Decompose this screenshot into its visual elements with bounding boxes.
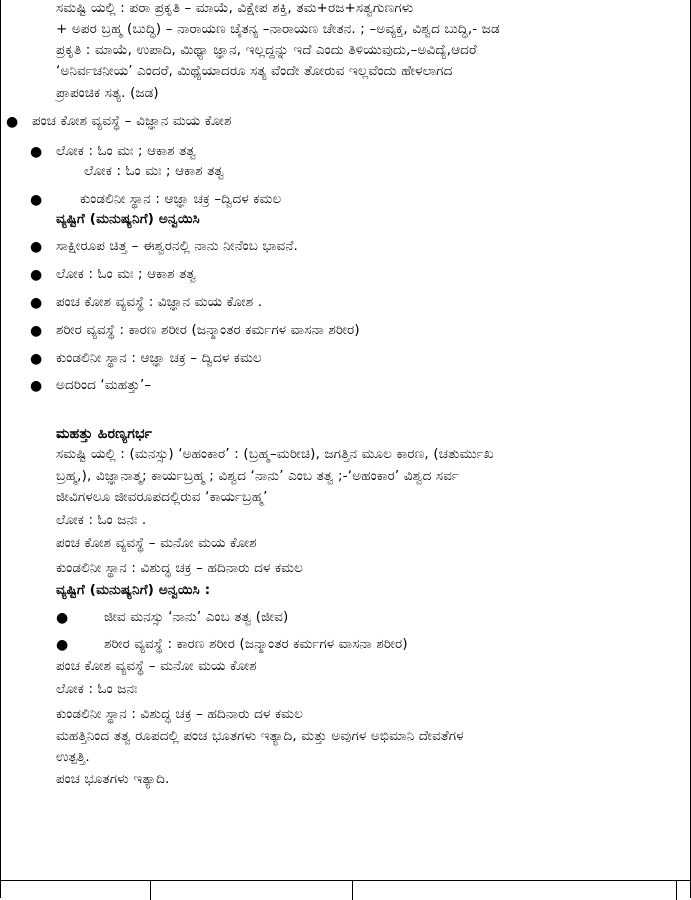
bullet-icon: ●: [30, 239, 43, 255]
bullet-icon: ●: [30, 323, 43, 339]
bullet-icon: ●: [56, 610, 69, 626]
text-line-loka-repeat: ಲೋಕ : ಓಂ ಮಃ ; ಆಕಾಶ ತತ್ವ: [84, 164, 225, 179]
bullet-icon: ●: [30, 192, 43, 208]
text-line-pancha-kosha-3: ಪಂಚ ಕೋಶ ವ್ಯವಸ್ಥೆ – ಮನೋ ಮಯ ಕೋಶ: [56, 659, 257, 674]
list-item-kundalini-ajna: ಕುಂಡಲಿನೀ ಸ್ಥಾನ : ಆಜ್ಞಾ ಚಕ್ರ –ದ್ವಿದಳ ಕಮಲ: [80, 192, 282, 207]
text-line-prapanchika: ಪ್ರಾಪಂಚಿಕ ಸತ್ಯ. (ಜಡ): [56, 86, 159, 101]
list-item-pancha-kosha-2: ಪಂಚ ಕೋಶ ವ್ಯವಸ್ಥೆ : ವಿಜ್ಞಾನ ಮಯ ಕೋಶ .: [56, 295, 263, 310]
list-item-loka-2: ಲೋಕ : ಓಂ ಮಃ ; ಆಕಾಶ ತತ್ವ: [56, 267, 197, 282]
text-line-brahma: ಬ್ರಹ್ಮ,), ವಿಜ್ಞಾನಾತ್ಮ; ಕಾರ್ಯಬ್ರಹ್ಮ ; ವಿಶ್ವದ ‘ನಾನು’ ಎಂಬ ತತ್ವ ;-‘ಅಹಂಕಾರ’ ವಿಶ್ವದ ಸರ್ವ: [56, 469, 459, 484]
text-line-kundalini-vishuddha: ಕುಂಡಲಿನೀ ಸ್ಥಾನ : ವಿಶುದ್ಧ ಚಕ್ರ – ಹದಿನಾರು ದಳ ಕಮಲ: [56, 561, 303, 576]
text-line-loka-jana-2: ಲೋಕ : ಓಂ ಜನಃ: [56, 682, 138, 697]
bullet-icon: ●: [30, 378, 43, 394]
bullet-icon: ●: [30, 267, 43, 283]
list-item-kundalini-2: ಕುಂಡಲಿನೀ ಸ್ಥಾನ : ಆಜ್ಞಾ ಚಕ್ರ – ದ್ವಿದಳ ಕಮಲ: [56, 351, 262, 366]
text-line-prakriti: ಪ್ರಕೃತಿ : ಮಾಯೆ, ಉಪಾದಿ, ಮಿಥ್ಯಾ ಜ್ಞಾನ, ಇಲ್ಲದ್ದನ್ನು ಇದೆ ಎಂದು ತಿಳಿಯುವುದು,–ಅವಿದ್ಯೆ,ಆದರೆ: [56, 43, 477, 58]
text-line-samashti-2: ಸಮಷ್ಟಿ ಯಲ್ಲಿ : (ಮನಸ್ಸು) ‘ಅಹಂಕಾರ’ : (ಬ್ರಹ್ಮ–ಮರೀಚಿ), ಜಗತ್ತಿನ ಮೂಲ ಕಾರಣ, (ಚತುರ್ಮುಖ: [56, 447, 494, 462]
section-heading-mahattu: ಮಹತ್ತು ಹಿರಣ್ಯಗರ್ಭ: [56, 426, 153, 442]
bullet-icon: ●: [30, 144, 43, 160]
bullet-icon: ●: [30, 351, 43, 367]
text-line-loka-jana: ಲೋಕ : ಓಂ ಜನಃ .: [56, 513, 147, 528]
text-line-pancha-bhuta: ಪಂಚ ಭೂತಗಳು ಇತ್ಯಾದಿ.: [56, 772, 170, 787]
text-line-apara-brahma: + ಅಪರ ಬ್ರಹ್ಮ (ಬುದ್ಧಿ) – ನಾರಾಯಣ ಚೈತನ್ಯ –ನಾರಾಯಣ ಚೇತನ. ; –ಅವ್ಯಕ್ತ, ವಿಶ್ವದ ಬುದ್ಧಿ,- ಜಡ: [56, 22, 500, 37]
text-line-jivigalu: ಜೀವಿಗಳಲೂ ಜೀವರೂಪದಲ್ಲಿರುವ ‘ಕಾರ್ಯಬ್ರಹ್ಮ’: [56, 490, 268, 505]
section-heading-vyashti: ವ್ಯಷ್ಟಿಗೆ (ಮನುಷ್ಯನಿಗೆ) ಅನ್ವಯಿಸಿ: [56, 212, 200, 227]
list-item-sharira: ಶರೀರ ವ್ಯವಸ್ಥೆ : ಕಾರಣ ಶರೀರ (ಜನ್ಮಾಂತರ ಕರ್ಮಗಳ ವಾಸನಾ ಶರೀರ): [56, 323, 360, 338]
section-heading-vyashti-2: ವ್ಯಷ್ಟಿಗೆ (ಮನುಷ್ಯನಿಗೆ) ಅನ್ವಯಿಸಿ :: [56, 583, 211, 598]
text-line-utpatti: ಉತ್ಪತ್ತಿ.: [56, 750, 90, 765]
footer-cell-divider: [676, 880, 677, 900]
list-item-sakshi: ಸಾಕ್ಷೀರೂಪ ಚಿತ್ತ – ಈಶ್ವರನಲ್ಲಿ ನಾನು ನೀನೆಂಬ ಭಾವನೆ.: [56, 239, 298, 254]
bullet-icon: ●: [56, 637, 69, 653]
list-item-sharira-2: ಶರೀರ ವ್ಯವಸ್ಥೆ : ಕಾರಣ ಶರೀರ (ಜನ್ಮಾಂತರ ಕರ್ಮಗಳ ವಾಸನಾ ಶರೀರ): [104, 637, 408, 652]
text-line-kundalini-3: ಕುಂಡಲಿನೀ ಸ್ಥಾನ : ವಿಶುದ್ಧ ಚಕ್ರ – ಹದಿನಾರು ದಳ ಕಮಲ: [56, 707, 303, 722]
text-line-mahattininda: ಮಹತ್ತಿನಿಂದ ತತ್ವ ರೂಪದಲ್ಲಿ ಪಂಚ ಭೂತಗಳು ಇತ್ಯಾದಿ, ಮತ್ತು ಅವುಗಳ ಅಭಿಮಾನಿ ದೇವತೆಗಳ: [56, 729, 464, 744]
list-item-pancha-kosha: ಪಂಚ ಕೋಶ ವ್ಯವಸ್ಥೆ – ವಿಜ್ಞಾನ ಮಯ ಕೋಶ: [32, 114, 232, 129]
text-line-pancha-kosha-mano: ಪಂಚ ಕೋಶ ವ್ಯವಸ್ಥೆ – ಮನೋ ಮಯ ಕೋಶ: [56, 536, 257, 551]
text-line-samashti-1: ಸಮಷ್ಟಿ ಯಲ್ಲಿ : ಪರಾ ಪ್ರಕೃತಿ – ಮಾಯೆ, ವಿಕ್ಷೇಪ ಶಕ್ತಿ, ತಮ+ರಜ+ಸತ್ವಗುಣಗಳು: [56, 1, 414, 16]
bullet-icon: ●: [6, 114, 19, 130]
text-line-anirvachaniya: ‘ಅನಿರ್ವಚನೀಯ’ ಎಂದರೆ, ಮಿಥ್ಯೆಯಾದರೂ ಸತ್ಯ ವೆಂದೇ ತೋರುವ ಇಲ್ಲವೆಂದು ಹೇಳಲಾಗದ: [56, 64, 453, 79]
list-item-jiva: ಜೀವ ಮನಸ್ಸು ‘ನಾನು’ ಎಂಬ ತತ್ವ (ಜೀವ): [104, 610, 289, 625]
footer-table-rule: [0, 880, 691, 881]
footer-cell-divider: [352, 880, 353, 900]
footer-cell-divider: [150, 880, 151, 900]
list-item-adarinda: ಅದರಿಂದ ‘ಮಹತ್ತು’–: [56, 378, 152, 393]
list-item-loka: ಲೋಕ : ಓಂ ಮಃ ; ಆಕಾಶ ತತ್ವ: [56, 144, 197, 159]
bullet-icon: ●: [30, 295, 43, 311]
